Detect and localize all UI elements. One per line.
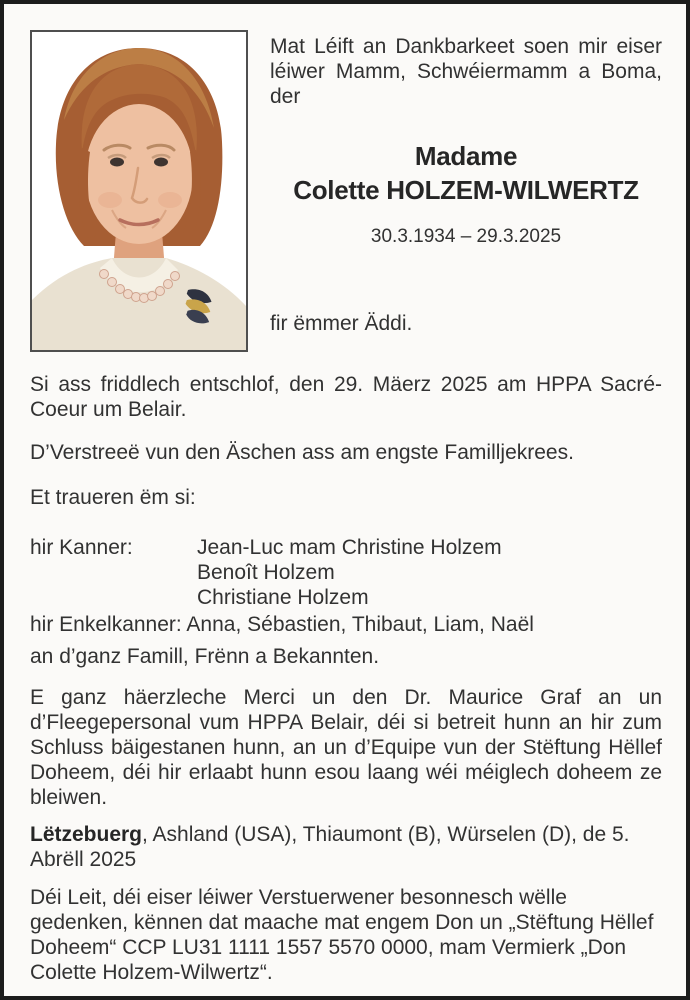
grandchildren-line: hir Enkelkanner: Anna, Sébastien, Thibaut, Liam, Naël — [30, 613, 534, 636]
child-name: Christiane Holzem — [197, 586, 369, 609]
header-right-column — [270, 30, 662, 352]
notice-body — [30, 372, 662, 985]
notice-header — [30, 30, 662, 352]
donation-paragraph: Déi Leit, déi eiser léiwer Verstuerwener besonnesch wëlle gedenken, kënnen dat maache mat engem Don un „Stëftung Hëllef Doheem“ CCP LU31 1111 1557 5570 0000, mam Vermierk „Don Colette Holzem-Wilwertz“. — [30, 886, 654, 984]
intro-text: Mat Léift an Dankbarkeet soen mir eiser léiwer Mamm, Schwéiermamm a Boma, der — [270, 35, 662, 108]
portrait-photo-frame — [30, 30, 248, 352]
life-dates: 30.3.1934 – 29.3.2025 — [370, 226, 562, 247]
mourning-intro: Et traueren ëm si: — [30, 486, 196, 509]
deceased-name-block — [270, 139, 662, 207]
places-rest: , Ashland (USA), Thiaumont (B), Würselen (D), de 5. Abrëll 2025 — [30, 823, 630, 871]
children-names — [197, 535, 662, 610]
death-info: Si ass friddlech entschlof, den 29. Mäerz 2025 am HPPA Sacré-Coeur um Belair. — [30, 373, 662, 421]
deceased-name: Colette HOLZEM-WILWERTZ — [293, 175, 639, 205]
deceased-title: Madame — [414, 141, 518, 171]
farewell-text: fir ëmmer Äddi. — [270, 312, 413, 335]
children-section — [30, 535, 662, 610]
place-luxembourg: Lëtzebuerg — [30, 823, 143, 846]
child-name: Benoît Holzem — [197, 561, 335, 584]
family-line: an d’ganz Famill, Frënn a Bekannten. — [30, 645, 380, 668]
ashes-info: D’Verstreeë vun den Äschen ass am engste Familljekrees. — [30, 441, 574, 464]
children-label: hir Kanner: — [30, 536, 133, 559]
thanks-paragraph: E ganz häerzleche Merci un den Dr. Maurice Graf an un d’Fleegepersonal vum HPPA Belair, déi si betreit hunn an hir zum Schluss bäigestanen hunn, an un d’Equipe vun der Stëftung Hëllef Doheem, déi hir erlaabt hunn esou laang wéi méiglech doheem ze bleiwen. — [30, 686, 662, 809]
places-date-line — [30, 822, 662, 872]
portrait-elderly-woman-photo — [32, 32, 246, 350]
child-name: Jean-Luc mam Christine Holzem — [197, 536, 502, 559]
